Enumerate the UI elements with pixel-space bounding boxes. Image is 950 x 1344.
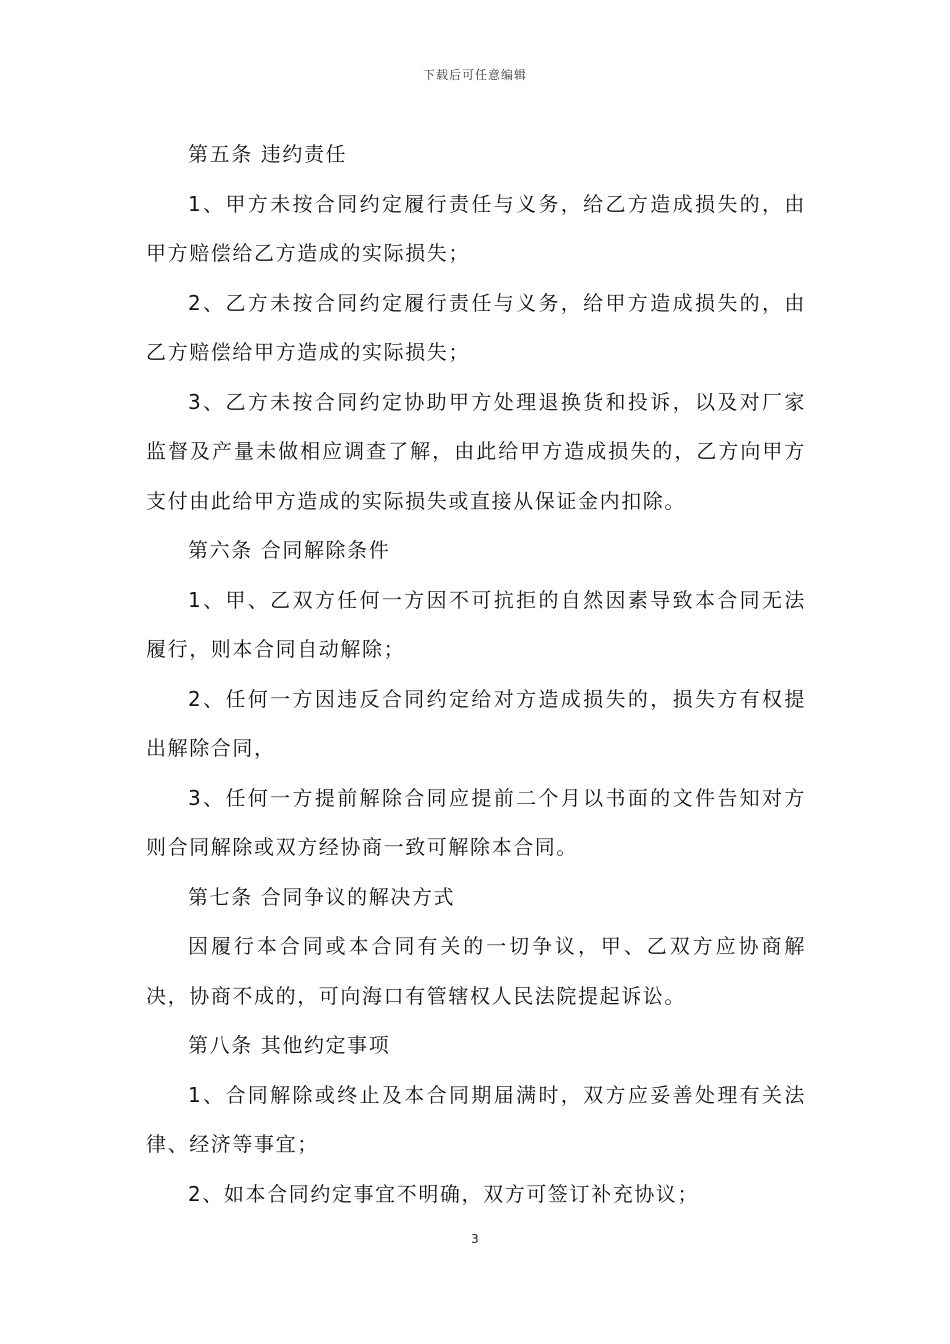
paragraph: 3、乙方未按合同约定协助甲方处理退换货和投诉，以及对厂家监督及产量未做相应调查了解，由此给甲方造成损失的，乙方向甲方支付由此给甲方造成的实际损失或直接从保证金内扣除。 [146, 389, 806, 513]
document-body [146, 130, 806, 1219]
paragraph: 因履行本合同或本合同有关的一切争议，甲、乙双方应协商解决，协商不成的，可向海口有管辖权人民法院提起诉讼。 [146, 934, 806, 1008]
paragraph: 1、合同解除或终止及本合同期届满时，双方应妥善处理有关法律、经济等事宜； [146, 1082, 806, 1156]
paragraph: 2、任何一方因违反合同约定给对方造成损失的，损失方有权提出解除合同， [146, 686, 806, 760]
paragraph: 3、任何一方提前解除合同应提前二个月以书面的文件告知对方则合同解除或双方经协商一致可解除本合同。 [146, 785, 806, 859]
paragraph: 1、甲方未按合同约定履行责任与义务，给乙方造成损失的，由甲方赔偿给乙方造成的实际损失； [146, 191, 806, 265]
header-note: 下载后可任意编辑 [422, 68, 527, 82]
section-heading-8: 第八条 其他约定事项 [188, 1033, 391, 1057]
page-number: 3 [471, 1232, 479, 1246]
section-heading-6: 第六条 合同解除条件 [188, 538, 391, 562]
paragraph: 2、如本合同约定事宜不明确，双方可签订补充协议； [188, 1181, 700, 1206]
section-heading-5: 第五条 违约责任 [188, 142, 348, 166]
paragraph: 1、甲、乙双方任何一方因不可抗拒的自然因素导致本合同无法履行，则本合同自动解除； [146, 587, 806, 661]
section-heading-7: 第七条 合同争议的解决方式 [188, 884, 456, 909]
paragraph: 2、乙方未按合同约定履行责任与义务，给甲方造成损失的，由乙方赔偿给甲方造成的实际损失； [146, 290, 806, 364]
